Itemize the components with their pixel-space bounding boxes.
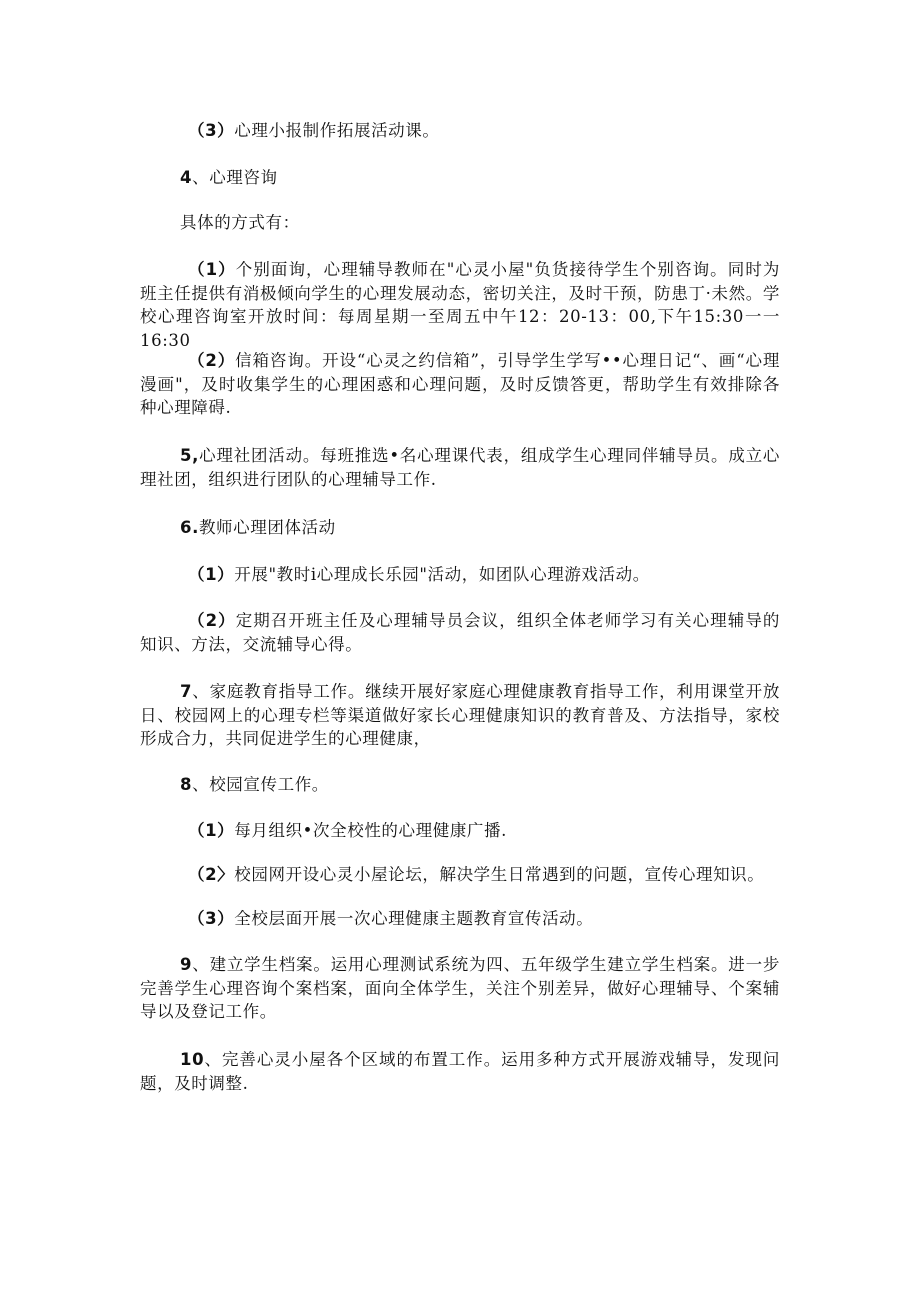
item-number: 5, (180, 446, 199, 465)
paragraph-text: 心理小报制作拓展活动课。 (234, 121, 440, 140)
item-number: 4 (180, 168, 193, 187)
paragraph-text: 、完善心灵小屋各个区域的布置工作。运用多种方式开展游戏辅导，发现问题，及时调整. (140, 1050, 780, 1093)
paragraph-text: 校园网开设心灵小屋论坛，解决学生日常遇到的问题，宣传心理知识。 (234, 865, 765, 884)
item-number: （2） (188, 611, 236, 630)
paragraph-text: 个别面询，心理辅导教师在"心灵小屋"负货接待学生个别咨询。同时为班主任提供有消极倾向学生的心理发展动态，密切关注，及时干预，防患丁·未然。学校心理咨询室开放时间：每周星期一至周五中午12：20-13：00,下午15:30一一16:30 (140, 260, 781, 350)
paragraph-soul-house-layout (140, 1048, 780, 1095)
heading-psych-consulting (140, 166, 780, 190)
paragraph-text: 教师心理团体活动 (198, 518, 336, 537)
paragraph-campus-forum (140, 863, 780, 887)
item-number: 8 (180, 775, 193, 794)
paragraph-methods-intro (140, 211, 780, 235)
item-number: 6. (180, 518, 199, 537)
paragraph-text: 具体的方式有： (180, 213, 300, 232)
paragraph-text: 、校园宣传工作。 (192, 775, 329, 794)
paragraph-monthly-broadcast (140, 819, 780, 843)
paragraph-psych-newspaper (140, 119, 780, 143)
paragraph-text: 心理社团活动。每班推选•名心理课代表，组成学生心理同伴辅导员。成立心理社团，组织进行团队的心理辅导工作. (140, 446, 780, 489)
paragraph-text: 、建立学生档案。运用心理测试系统为四、五年级学生建立学生档案。进一步完善学生心理咨询个案档案，面向全体学生，关注个别差异，做好心理辅导、个案辅导以及登记工作。 (140, 955, 780, 1021)
item-number: 10 (180, 1050, 205, 1069)
paragraph-text: 开展"教时i心理成长乐园"活动，如团队心理游戏活动。 (234, 565, 650, 584)
item-number: （1） (188, 260, 236, 279)
paragraph-psych-club (140, 444, 780, 491)
paragraph-teacher-growth-park (140, 563, 780, 587)
paragraph-text: 、心理咨询 (192, 168, 278, 187)
paragraph-theme-activity (140, 907, 780, 931)
item-number: （1） (188, 821, 235, 840)
item-number: 7 (180, 682, 193, 701)
paragraph-text: 全校层面开展一次心理健康主题教育宣传活动。 (234, 909, 594, 928)
paragraph-text: 定期召开班主任及心理辅导员会议，组织全体老师学习有关心理辅导的知识、方法，交流辅导心得。 (140, 611, 780, 654)
paragraph-teacher-meetings (140, 609, 780, 656)
item-number: （3） (188, 121, 235, 140)
paragraph-mailbox-consulting (140, 349, 780, 420)
item-number: （1） (188, 565, 235, 584)
item-number: （2〉 (188, 865, 235, 884)
item-number: （2） (188, 351, 236, 370)
paragraph-individual-consulting (140, 258, 780, 352)
paragraph-student-archives (140, 953, 780, 1024)
heading-campus-publicity (140, 773, 780, 797)
paragraph-text: 、家庭教育指导工作。继续开展好家庭心理健康教育指导工作，利用课堂开放日、校园网上的心理专栏等渠道做好家长心理健康知识的教育普及、方法指导，家校形成合力，共同促进学生的心理健康， (140, 682, 780, 748)
item-number: 9 (180, 955, 193, 974)
paragraph-text: 信箱咨询。开设“心灵之约信箱”，引导学生学写••心理日记“、画“心理漫画"，及时收集学生的心理困惑和心理问题，及时反馈答更，帮助学生有效排除各种心理障碍. (140, 351, 781, 417)
item-number: （3） (188, 909, 235, 928)
paragraph-text: 每月组织•次全校性的心理健康广播. (234, 821, 507, 840)
paragraph-family-education (140, 680, 780, 751)
heading-teacher-group-activity (140, 516, 780, 540)
